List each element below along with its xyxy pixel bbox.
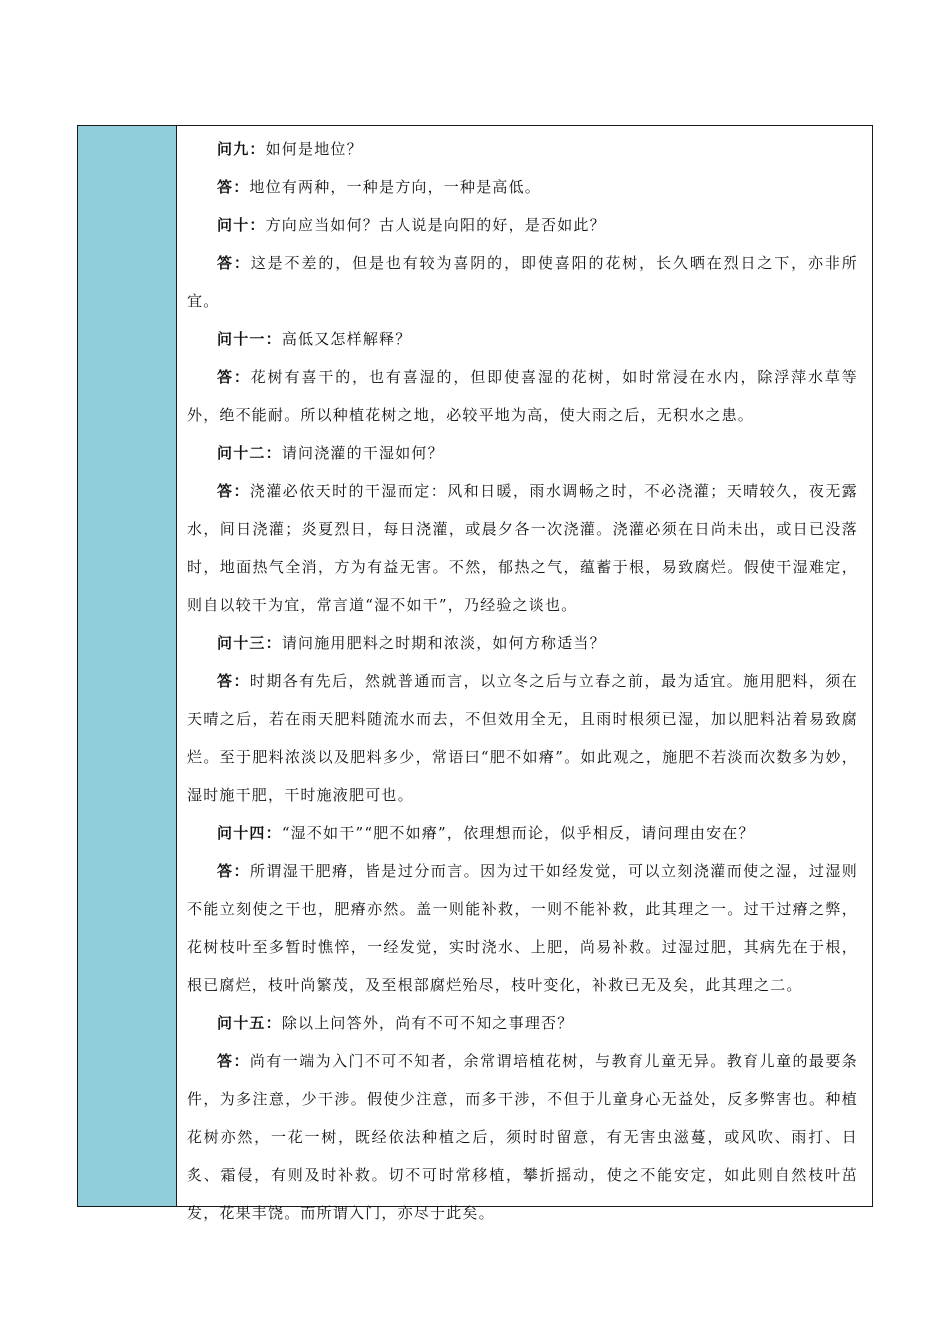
qa-lead: 答： bbox=[217, 1052, 250, 1070]
qa-text: 方向应当如何？古人说是向阳的好，是否如此？ bbox=[265, 216, 606, 234]
qa-lead: 答： bbox=[217, 254, 251, 272]
qa-text: 尚有一端为入门不可不知者，余常谓培植花树，与教育儿童无异。教育儿童的最要条件，为多注意，少干涉。假使少注意，而多干涉，不但于儿童身心无益处，反多弊害也。种植花树亦然，一花一树，既经依法种植之后，须时时留意，有无害虫滋蔓，或风吹、雨打、日炙、霜侵，有则及时补救。切不可时常移植，攀折摇动，使之不能安定，如此则自然枝叶茁发，花果丰饶。而所谓入门，亦尽于此矣。 bbox=[187, 1052, 858, 1222]
qa-text: 如何是地位？ bbox=[265, 140, 363, 158]
qa-text: 请问浇灌的干湿如何？ bbox=[281, 444, 444, 462]
qa-paragraph bbox=[187, 852, 858, 1004]
qa-lead: 问九： bbox=[217, 140, 266, 158]
qa-lead: 问十四： bbox=[217, 824, 282, 842]
qa-text: 除以上问答外，尚有不可不知之事理否？ bbox=[281, 1014, 574, 1032]
qa-text: 时期各有先后，然就普通而言，以立冬之后与立春之前，最为适宜。施用肥料，须在天晴之后，若在雨天肥料随流水而去，不但效用全无，且雨时根须已湿，加以肥料沾着易致腐烂。至于肥料浓淡以及肥料多少，常语曰“肥不如瘠”。如此观之，施肥不若淡而次数多为妙，湿时施干肥，干时施液肥可也。 bbox=[187, 672, 858, 804]
qa-content-cell bbox=[177, 126, 872, 1222]
qa-text: 高低又怎样解释？ bbox=[281, 330, 412, 348]
qa-text: 花树有喜干的，也有喜湿的，但即使喜湿的花树，如时常浸在水内，除浮萍水草等外，绝不能耐。所以种植花树之地，必较平地为高，使大雨之后，无积水之患。 bbox=[187, 368, 858, 424]
qa-paragraph bbox=[187, 814, 858, 852]
qa-lead: 答： bbox=[217, 672, 250, 690]
qa-text: 请问施用肥料之时期和浓淡，如何方称适当？ bbox=[281, 634, 606, 652]
qa-paragraph bbox=[187, 358, 858, 434]
qa-lead: 问十一： bbox=[217, 330, 282, 348]
qa-lead: 问十三： bbox=[217, 634, 282, 652]
qa-text: 地位有两种，一种是方向，一种是高低。 bbox=[249, 178, 542, 196]
qa-lead: 问十五： bbox=[217, 1014, 282, 1032]
qa-paragraph bbox=[187, 624, 858, 662]
qa-lead: 答： bbox=[217, 178, 250, 196]
qa-lead: 问十： bbox=[217, 216, 266, 234]
side-shaded-cell bbox=[78, 126, 177, 1206]
qa-lead: 答： bbox=[217, 368, 251, 386]
qa-lead: 答： bbox=[217, 482, 250, 500]
qa-text: 浇灌必依天时的干湿而定：风和日暖，雨水调畅之时，不必浇灌；天晴较久，夜无露水，间日浇灌；炎夏烈日，每日浇灌，或晨夕各一次浇灌。浇灌必须在日尚未出，或日已没落时，地面热气全消，方为有益无害。不然，郁热之气，蕴蓄于根，易致腐烂。假使干湿难定，则自以较干为宜，常言道“湿不如干”，乃经验之谈也。 bbox=[187, 482, 858, 614]
qa-paragraph bbox=[187, 434, 858, 472]
qa-text: 所谓湿干肥瘠，皆是过分而言。因为过干如经发觉，可以立刻浇灌而使之湿，过湿则不能立刻使之干也，肥瘠亦然。盖一则能补救，一则不能补救，此其理之一。过干过瘠之弊，花树枝叶至多暂时憔悴，一经发觉，实时浇水、上肥，尚易补救。过湿过肥，其病先在于根，根已腐烂，枝叶尚繁茂，及至根部腐烂殆尽，枝叶变化，补救已无及矣，此其理之二。 bbox=[187, 862, 858, 994]
qa-paragraph bbox=[187, 1004, 858, 1042]
qa-paragraph bbox=[187, 244, 858, 320]
qa-lead: 问十二： bbox=[217, 444, 282, 462]
qa-paragraph bbox=[187, 168, 858, 206]
content-table bbox=[77, 125, 873, 1222]
qa-paragraph bbox=[187, 130, 858, 168]
qa-paragraph bbox=[187, 472, 858, 624]
qa-text: 这是不差的，但是也有较为喜阴的，即使喜阳的花树，长久晒在烈日之下，亦非所宜。 bbox=[187, 254, 858, 310]
qa-paragraph bbox=[187, 206, 858, 244]
qa-text: “湿不如干”“肥不如瘠”，依理想而论，似乎相反，请问理由安在？ bbox=[281, 824, 755, 842]
qa-paragraph bbox=[187, 1042, 858, 1232]
qa-paragraph bbox=[187, 320, 858, 358]
qa-paragraph bbox=[187, 662, 858, 814]
qa-lead: 答： bbox=[217, 862, 250, 880]
